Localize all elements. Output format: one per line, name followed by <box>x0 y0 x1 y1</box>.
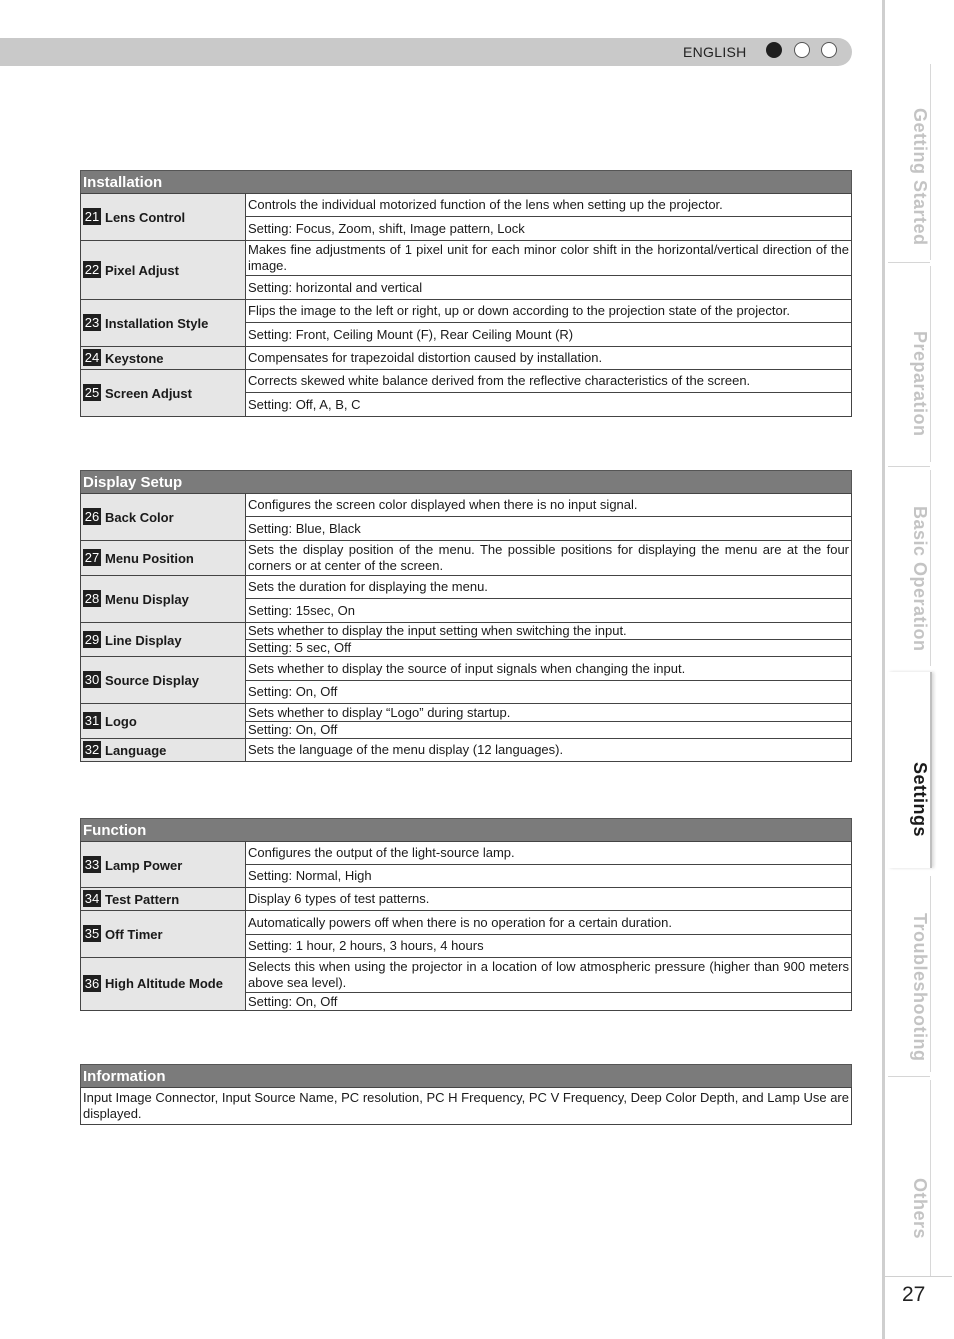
item-description: Compensates for trapezoidal distortion caused by installation. <box>246 347 852 370</box>
section-title: Display Setup <box>80 470 852 493</box>
table-row <box>81 300 852 323</box>
item-number-badge: 33 <box>84 856 100 872</box>
item-description: Sets the display position of the menu. The possible positions for displaying the menu are at the four corners or at center of the screen. <box>246 541 852 576</box>
side-rule <box>882 0 885 1339</box>
tab-label: Getting Started <box>910 108 930 246</box>
item-name-cell <box>81 739 246 762</box>
item-name-cell <box>81 704 246 739</box>
item-setting: Setting: On, Off <box>246 722 852 739</box>
tab-label: Basic Operation <box>910 506 930 652</box>
table-row <box>81 704 852 722</box>
item-name: Source Display <box>105 673 199 688</box>
item-setting: Setting: Blue, Black <box>246 517 852 541</box>
item-number-badge: 27 <box>84 550 100 565</box>
item-setting: Setting: Off, A, B, C <box>246 393 852 417</box>
item-name-wrap <box>83 974 243 994</box>
item-name: Pixel Adjust <box>105 263 179 278</box>
item-number-badge: 31 <box>84 713 100 728</box>
installation-section <box>80 170 852 417</box>
display-setup-table <box>80 493 852 762</box>
table-row <box>81 958 852 993</box>
item-name: High Altitude Mode <box>105 976 223 991</box>
table-row <box>81 739 852 762</box>
table-row <box>81 576 852 599</box>
item-description: Corrects skewed white balance derived from the reflective characteristics of the screen. <box>246 370 852 393</box>
table-row <box>81 194 852 217</box>
section-title: Function <box>80 818 852 841</box>
table-row <box>81 370 852 393</box>
tab-separator <box>888 466 930 467</box>
item-name-cell <box>81 494 246 541</box>
tab-troubleshooting[interactable] <box>888 876 931 1072</box>
item-name: Screen Adjust <box>105 386 192 401</box>
item-description: Sets whether to display the input setting when switching the input. <box>246 623 852 640</box>
item-description: Selects this when using the projector in a location of low atmospheric pressure (higher than 900 meters above sea level). <box>246 958 852 993</box>
tab-basic-operation[interactable] <box>888 470 931 666</box>
language-dot-1 <box>766 42 782 58</box>
tab-label: Preparation <box>910 331 930 437</box>
item-number-badge: 22 <box>84 262 100 277</box>
item-number-badge: 32 <box>84 742 100 757</box>
item-setting: Setting: 15sec, On <box>246 599 852 623</box>
item-name-cell <box>81 300 246 347</box>
page-number: 27 <box>902 1283 926 1306</box>
item-description: Flips the image to the left or right, up or down according to the projection state of the projector. <box>246 300 852 323</box>
table-row <box>81 494 852 517</box>
item-name-cell <box>81 958 246 1011</box>
tab-label: Others <box>910 1178 930 1240</box>
item-description: Sets the duration for displaying the menu. <box>246 576 852 599</box>
information-section <box>80 1064 852 1125</box>
item-setting: Setting: Focus, Zoom, shift, Image pattern, Lock <box>246 217 852 241</box>
function-section <box>80 818 852 1011</box>
table-row <box>81 911 852 935</box>
display-setup-section <box>80 470 852 762</box>
item-number-badge: 29 <box>84 631 100 647</box>
table-row <box>81 623 852 640</box>
item-name: Language <box>105 743 167 758</box>
item-setting: Setting: 1 hour, 2 hours, 3 hours, 4 hours <box>246 935 852 958</box>
item-name-cell <box>81 657 246 704</box>
item-number-badge: 30 <box>84 672 100 687</box>
information-text: Input Image Connector, Input Source Name, PC resolution, PC H Frequency, PC V Frequency, Deep Color Depth, and Lamp Use are displayed. <box>80 1087 852 1125</box>
table-row <box>81 241 852 276</box>
item-number-badge: 35 <box>84 926 100 941</box>
item-name-cell <box>81 347 246 370</box>
table-row <box>81 541 852 576</box>
item-name-cell <box>81 888 246 911</box>
item-description: Configures the screen color displayed when there is no input signal. <box>246 494 852 517</box>
item-setting: Setting: Front, Ceiling Mount (F), Rear Ceiling Mount (R) <box>246 323 852 347</box>
language-dot-3 <box>821 42 837 58</box>
item-name: Menu Display <box>105 592 189 607</box>
item-name: Off Timer <box>105 927 163 942</box>
tab-label: Settings <box>910 762 930 838</box>
item-description: Display 6 types of test patterns. <box>246 888 852 911</box>
item-number-badge: 36 <box>84 976 100 991</box>
item-setting: Setting: horizontal and vertical <box>246 276 852 300</box>
item-number-badge: 25 <box>84 385 100 400</box>
item-number-badge: 26 <box>84 509 100 524</box>
item-number-badge: 24 <box>84 350 100 365</box>
tab-others[interactable] <box>888 1080 931 1276</box>
item-name: Logo <box>105 714 137 729</box>
item-description: Sets whether to display the source of input signals when changing the input. <box>246 657 852 681</box>
item-setting: Setting: On, Off <box>246 993 852 1011</box>
item-description: Makes fine adjustments of 1 pixel unit for each minor color shift in the horizontal/vertical direction of the image. <box>246 241 852 276</box>
item-name: Line Display <box>105 632 182 648</box>
item-name-cell <box>81 842 246 888</box>
item-description: Sets the language of the menu display (12 languages). <box>246 739 852 762</box>
item-description: Automatically powers off when there is no operation for a certain duration. <box>246 911 852 935</box>
item-name: Keystone <box>105 351 164 366</box>
item-number-badge: 21 <box>84 209 100 224</box>
table-row <box>81 842 852 865</box>
tab-separator <box>888 1076 930 1077</box>
tab-settings[interactable] <box>888 672 932 868</box>
item-number-badge: 34 <box>84 891 100 906</box>
item-name-cell <box>81 911 246 958</box>
item-name: Lamp Power <box>105 857 183 873</box>
table-row <box>81 888 852 911</box>
item-name: Back Color <box>105 510 174 525</box>
item-number-badge: 23 <box>84 315 100 330</box>
item-description: Configures the output of the light-source lamp. <box>246 842 852 865</box>
item-setting: Setting: Normal, High <box>246 865 852 888</box>
item-setting: Setting: On, Off <box>246 681 852 704</box>
tab-getting-started[interactable] <box>888 64 931 260</box>
language-dot-2 <box>794 42 810 58</box>
item-name: Test Pattern <box>105 892 180 907</box>
tab-separator <box>888 262 930 263</box>
function-table <box>80 841 852 1011</box>
item-description: Sets whether to display “Logo” during startup. <box>246 704 852 722</box>
tab-label: Troubleshooting <box>910 912 930 1062</box>
table-row <box>81 657 852 681</box>
item-setting: Setting: 5 sec, Off <box>246 640 852 657</box>
language-label: ENGLISH <box>683 44 747 60</box>
tab-preparation[interactable] <box>888 266 931 462</box>
table-row <box>81 347 852 370</box>
installation-table <box>80 193 852 417</box>
item-name-cell <box>81 241 246 300</box>
item-name-cell <box>81 576 246 623</box>
item-name-cell <box>81 194 246 241</box>
section-title: Installation <box>80 170 852 193</box>
item-name-cell <box>81 623 246 657</box>
item-name-cell <box>81 370 246 417</box>
item-name: Menu Position <box>105 551 194 566</box>
item-name: Lens Control <box>105 210 186 225</box>
item-name-cell <box>81 541 246 576</box>
item-name: Installation Style <box>105 316 209 331</box>
section-title: Information <box>80 1064 852 1087</box>
item-description: Controls the individual motorized function of the lens when setting up the projector. <box>246 194 852 217</box>
item-number-badge: 28 <box>84 591 100 606</box>
